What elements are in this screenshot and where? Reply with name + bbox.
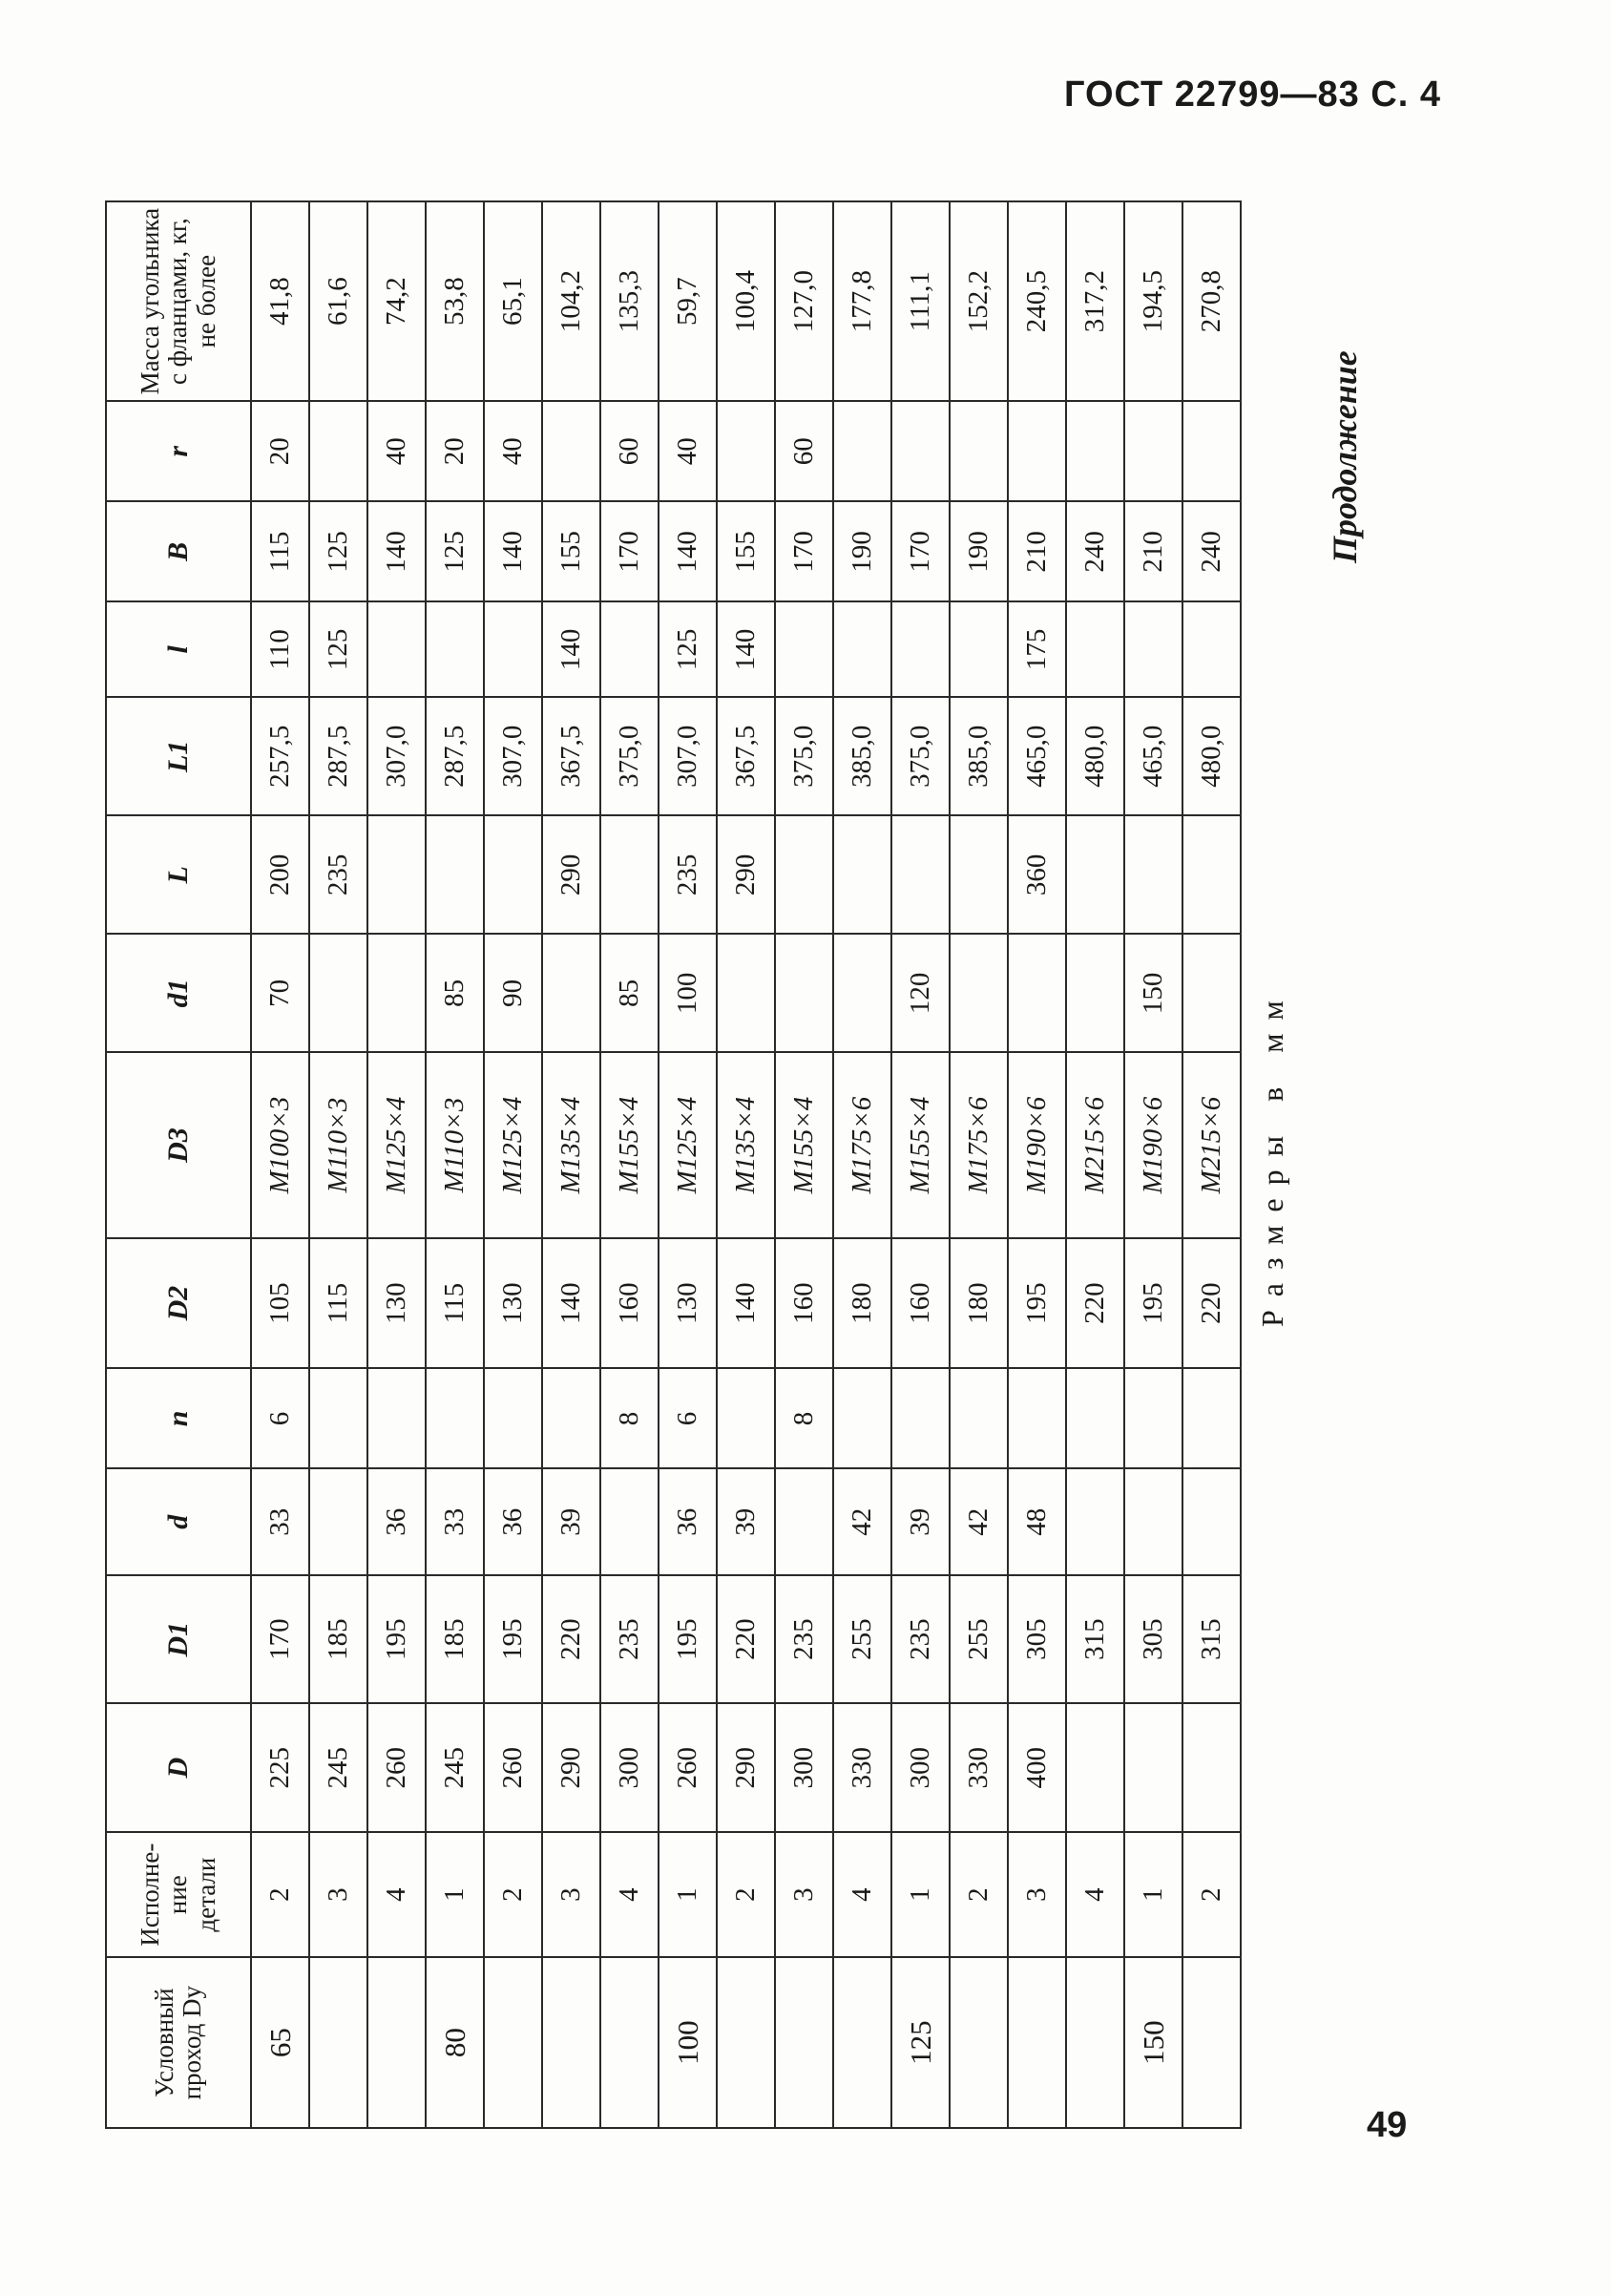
table-row (600, 201, 659, 2128)
document-header: ГОСТ 22799—83 С. 4 (1063, 74, 1441, 115)
cell-d1 (542, 934, 600, 1052)
cell-d1: 85 (600, 934, 659, 1052)
cell-D: 245 (309, 1703, 367, 1832)
cell-r: 40 (367, 401, 426, 501)
cell-l (426, 601, 484, 697)
table-header-row (106, 201, 251, 2128)
cell-L: 290 (717, 815, 775, 934)
cell-dy: 65 (251, 1957, 309, 2128)
cell-d: 48 (1008, 1468, 1066, 1574)
cell-exec: 4 (833, 1832, 891, 1957)
cell-B: 125 (309, 501, 367, 601)
cell-D2: 220 (1066, 1238, 1124, 1369)
cell-d: 39 (542, 1468, 600, 1574)
cell-r (833, 401, 891, 501)
cell-d1 (1066, 934, 1124, 1052)
cell-D2: 115 (309, 1238, 367, 1369)
cell-D2: 130 (659, 1238, 717, 1369)
cell-mass: 104,2 (542, 201, 600, 401)
table-row (1182, 201, 1241, 2128)
col-header-d1: d1 (106, 934, 251, 1052)
cell-exec: 3 (542, 1832, 600, 1957)
cell-D3: M155×4 (891, 1052, 950, 1237)
cell-dy (717, 1957, 775, 2128)
cell-mass: 74,2 (367, 201, 426, 401)
cell-d (1066, 1468, 1124, 1574)
cell-d1 (775, 934, 833, 1052)
rotated-table-block (105, 181, 1441, 2129)
cell-D3: M135×4 (717, 1052, 775, 1237)
col-header-dy: Условный проход Dу (106, 1957, 251, 2128)
cell-dy (542, 1957, 600, 2128)
cell-exec: 4 (600, 1832, 659, 1957)
cell-l: 110 (251, 601, 309, 697)
cell-D1: 315 (1066, 1575, 1124, 1704)
cell-d (775, 1468, 833, 1574)
cell-d1 (1182, 934, 1241, 1052)
cell-L1: 385,0 (833, 697, 891, 815)
cell-B: 125 (426, 501, 484, 601)
cell-n (1182, 1368, 1241, 1468)
cell-L (833, 815, 891, 934)
cell-n: 8 (775, 1368, 833, 1468)
cell-D1: 255 (950, 1575, 1008, 1704)
cell-dy (833, 1957, 891, 2128)
cell-dy: 80 (426, 1957, 484, 2128)
cell-L (367, 815, 426, 934)
continuation-note: Продолжение (1326, 350, 1364, 563)
cell-B: 210 (1124, 501, 1182, 601)
cell-d (1124, 1468, 1182, 1574)
cell-L (426, 815, 484, 934)
cell-r: 40 (484, 401, 542, 501)
cell-L1: 367,5 (717, 697, 775, 815)
cell-L: 235 (659, 815, 717, 934)
col-header-mass: Масса угольника с фланцами, кг, не более (106, 201, 251, 401)
cell-r: 40 (659, 401, 717, 501)
cell-dy (1182, 1957, 1241, 2128)
cell-D3: M110×3 (309, 1052, 367, 1237)
cell-d1 (367, 934, 426, 1052)
cell-D (1124, 1703, 1182, 1832)
cell-r: 20 (426, 401, 484, 501)
cell-d: 39 (891, 1468, 950, 1574)
cell-L1: 375,0 (775, 697, 833, 815)
cell-D: 260 (659, 1703, 717, 1832)
cell-dy: 100 (659, 1957, 717, 2128)
cell-mass: 61,6 (309, 201, 367, 401)
cell-L (950, 815, 1008, 934)
cell-l (833, 601, 891, 697)
cell-r (950, 401, 1008, 501)
cell-d1: 70 (251, 934, 309, 1052)
col-header-D3: D3 (106, 1052, 251, 1237)
cell-L (891, 815, 950, 934)
cell-B: 140 (367, 501, 426, 601)
cell-D: 330 (950, 1703, 1008, 1832)
cell-mass: 65,1 (484, 201, 542, 401)
cell-exec: 2 (950, 1832, 1008, 1957)
col-header-d: d (106, 1468, 251, 1574)
cell-D2: 195 (1008, 1238, 1066, 1369)
cell-D: 300 (891, 1703, 950, 1832)
cell-L1: 307,0 (484, 697, 542, 815)
cell-d: 36 (659, 1468, 717, 1574)
page-number: 49 (1367, 2105, 1408, 2145)
cell-B: 115 (251, 501, 309, 601)
cell-L (1124, 815, 1182, 934)
cell-l (1066, 601, 1124, 697)
cell-D1: 235 (891, 1575, 950, 1704)
cell-n: 8 (600, 1368, 659, 1468)
cell-L: 290 (542, 815, 600, 934)
cell-B: 170 (891, 501, 950, 601)
cell-r: 60 (600, 401, 659, 501)
cell-D1: 315 (1182, 1575, 1241, 1704)
cell-l (1182, 601, 1241, 697)
cell-r (1008, 401, 1066, 501)
cell-r (1124, 401, 1182, 501)
cell-dy (775, 1957, 833, 2128)
cell-L (1182, 815, 1241, 934)
cell-mass: 53,8 (426, 201, 484, 401)
col-header-D1: D1 (106, 1575, 251, 1704)
col-header-l: l (106, 601, 251, 697)
cell-d1 (1008, 934, 1066, 1052)
cell-L1: 375,0 (891, 697, 950, 815)
cell-d: 33 (426, 1468, 484, 1574)
cell-mass: 194,5 (1124, 201, 1182, 401)
cell-D1: 305 (1124, 1575, 1182, 1704)
cell-D: 260 (484, 1703, 542, 1832)
cell-D1: 220 (717, 1575, 775, 1704)
cell-dy: 150 (1124, 1957, 1182, 2128)
cell-L1: 385,0 (950, 697, 1008, 815)
cell-D3: M175×6 (833, 1052, 891, 1237)
cell-mass: 270,8 (1182, 201, 1241, 401)
cell-d1: 90 (484, 934, 542, 1052)
col-header-D2: D2 (106, 1238, 251, 1369)
col-header-n: n (106, 1368, 251, 1468)
table-row (1124, 201, 1182, 2128)
cell-n (309, 1368, 367, 1468)
cell-d: 42 (950, 1468, 1008, 1574)
cell-D1: 235 (600, 1575, 659, 1704)
cell-n: 6 (251, 1368, 309, 1468)
cell-D1: 195 (484, 1575, 542, 1704)
cell-L: 360 (1008, 815, 1066, 934)
cell-d1 (309, 934, 367, 1052)
cell-r: 20 (251, 401, 309, 501)
col-header-r: r (106, 401, 251, 501)
cell-exec: 3 (309, 1832, 367, 1957)
cell-L: 200 (251, 815, 309, 934)
cell-n (367, 1368, 426, 1468)
cell-B: 155 (542, 501, 600, 601)
table-row (1066, 201, 1124, 2128)
cell-D: 290 (542, 1703, 600, 1832)
cell-B: 140 (484, 501, 542, 601)
cell-d1 (950, 934, 1008, 1052)
dimensions-table (105, 200, 1242, 2129)
cell-D3: M190×6 (1008, 1052, 1066, 1237)
cell-exec: 3 (1008, 1832, 1066, 1957)
cell-L (484, 815, 542, 934)
cell-exec: 1 (891, 1832, 950, 1957)
cell-n (484, 1368, 542, 1468)
cell-mass: 100,4 (717, 201, 775, 401)
cell-D2: 180 (950, 1238, 1008, 1369)
cell-D2: 115 (426, 1238, 484, 1369)
cell-L1: 287,5 (309, 697, 367, 815)
cell-D1: 170 (251, 1575, 309, 1704)
table-row (833, 201, 891, 2128)
cell-D (1182, 1703, 1241, 1832)
cell-B: 240 (1182, 501, 1241, 601)
cell-dy (1066, 1957, 1124, 2128)
cell-D2: 140 (717, 1238, 775, 1369)
cell-D2: 160 (891, 1238, 950, 1369)
cell-r (717, 401, 775, 501)
cell-d: 42 (833, 1468, 891, 1574)
cell-d: 39 (717, 1468, 775, 1574)
cell-D: 290 (717, 1703, 775, 1832)
cell-l: 125 (309, 601, 367, 697)
cell-L1: 307,0 (367, 697, 426, 815)
cell-D2: 160 (775, 1238, 833, 1369)
cell-l (891, 601, 950, 697)
cell-D: 225 (251, 1703, 309, 1832)
table-row (775, 201, 833, 2128)
cell-D2: 220 (1182, 1238, 1241, 1369)
cell-D1: 195 (367, 1575, 426, 1704)
table-row (426, 201, 484, 2128)
cell-L1: 287,5 (426, 697, 484, 815)
cell-D2: 130 (367, 1238, 426, 1369)
cell-B: 210 (1008, 501, 1066, 601)
cell-D1: 305 (1008, 1575, 1066, 1704)
cell-D: 260 (367, 1703, 426, 1832)
cell-L1: 257,5 (251, 697, 309, 815)
cell-exec: 2 (1182, 1832, 1241, 1957)
cell-L: 235 (309, 815, 367, 934)
cell-r (1182, 401, 1241, 501)
cell-D1: 195 (659, 1575, 717, 1704)
cell-L1: 375,0 (600, 697, 659, 815)
col-header-B: B (106, 501, 251, 601)
cell-D3: M110×3 (426, 1052, 484, 1237)
table-row (542, 201, 600, 2128)
cell-D3: M155×4 (600, 1052, 659, 1237)
cell-D: 400 (1008, 1703, 1066, 1832)
cell-l (600, 601, 659, 697)
cell-exec: 3 (775, 1832, 833, 1957)
cell-L1: 465,0 (1008, 697, 1066, 815)
units-label: Размеры в мм (1255, 987, 1289, 1327)
cell-n (542, 1368, 600, 1468)
cell-B: 170 (775, 501, 833, 601)
cell-d1: 85 (426, 934, 484, 1052)
cell-D1: 220 (542, 1575, 600, 1704)
cell-l (1124, 601, 1182, 697)
table-row (484, 201, 542, 2128)
cell-mass: 111,1 (891, 201, 950, 401)
cell-D1: 255 (833, 1575, 891, 1704)
cell-n (833, 1368, 891, 1468)
cell-L (775, 815, 833, 934)
cell-exec: 1 (659, 1832, 717, 1957)
cell-r (1066, 401, 1124, 501)
cell-d1: 100 (659, 934, 717, 1052)
cell-D (1066, 1703, 1124, 1832)
cell-D3: M125×4 (367, 1052, 426, 1237)
cell-mass: 127,0 (775, 201, 833, 401)
cell-D: 300 (600, 1703, 659, 1832)
cell-D3: M135×4 (542, 1052, 600, 1237)
cell-mass: 59,7 (659, 201, 717, 401)
cell-dy (600, 1957, 659, 2128)
cell-mass: 177,8 (833, 201, 891, 401)
cell-l (775, 601, 833, 697)
cell-d: 36 (367, 1468, 426, 1574)
cell-l (484, 601, 542, 697)
cell-r (309, 401, 367, 501)
cell-D: 300 (775, 1703, 833, 1832)
cell-D1: 235 (775, 1575, 833, 1704)
table-row (891, 201, 950, 2128)
cell-B: 170 (600, 501, 659, 601)
cell-B: 190 (950, 501, 1008, 601)
table-row (367, 201, 426, 2128)
cell-B: 190 (833, 501, 891, 601)
cell-d: 36 (484, 1468, 542, 1574)
cell-dy (309, 1957, 367, 2128)
cell-L1: 480,0 (1182, 697, 1241, 815)
cell-D3: M155×4 (775, 1052, 833, 1237)
cell-D: 330 (833, 1703, 891, 1832)
cell-n (950, 1368, 1008, 1468)
cell-mass: 135,3 (600, 201, 659, 401)
cell-D2: 130 (484, 1238, 542, 1369)
cell-L (1066, 815, 1124, 934)
cell-mass: 240,5 (1008, 201, 1066, 401)
cell-D: 245 (426, 1703, 484, 1832)
col-header-D: D (106, 1703, 251, 1832)
cell-l (950, 601, 1008, 697)
cell-l: 140 (542, 601, 600, 697)
col-header-L1: L1 (106, 697, 251, 815)
cell-B: 140 (659, 501, 717, 601)
cell-d1: 120 (891, 934, 950, 1052)
cell-dy (484, 1957, 542, 2128)
cell-l (367, 601, 426, 697)
cell-n (717, 1368, 775, 1468)
cell-exec: 4 (367, 1832, 426, 1957)
cell-D2: 180 (833, 1238, 891, 1369)
cell-n (1124, 1368, 1182, 1468)
cell-D3: M175×6 (950, 1052, 1008, 1237)
cell-l: 125 (659, 601, 717, 697)
cell-exec: 1 (426, 1832, 484, 1957)
cell-exec: 4 (1066, 1832, 1124, 1957)
table-row (309, 201, 367, 2128)
col-header-L: L (106, 815, 251, 934)
cell-l: 140 (717, 601, 775, 697)
cell-d: 33 (251, 1468, 309, 1574)
cell-mass: 317,2 (1066, 201, 1124, 401)
cell-mass: 41,8 (251, 201, 309, 401)
cell-L (600, 815, 659, 934)
table-row (950, 201, 1008, 2128)
cell-D2: 105 (251, 1238, 309, 1369)
cell-exec: 2 (251, 1832, 309, 1957)
cell-mass: 152,2 (950, 201, 1008, 401)
table-row (717, 201, 775, 2128)
cell-d1 (833, 934, 891, 1052)
cell-exec: 1 (1124, 1832, 1182, 1957)
cell-d (309, 1468, 367, 1574)
cell-L1: 367,5 (542, 697, 600, 815)
cell-d (600, 1468, 659, 1574)
cell-D2: 140 (542, 1238, 600, 1369)
cell-D3: M100×3 (251, 1052, 309, 1237)
cell-D1: 185 (426, 1575, 484, 1704)
cell-d1 (717, 934, 775, 1052)
cell-exec: 2 (717, 1832, 775, 1957)
cell-L1: 465,0 (1124, 697, 1182, 815)
table-row (251, 201, 309, 2128)
cell-n: 6 (659, 1368, 717, 1468)
cell-exec: 2 (484, 1832, 542, 1957)
cell-l: 175 (1008, 601, 1066, 697)
cell-D3: M215×6 (1182, 1052, 1241, 1237)
cell-D3: M125×4 (659, 1052, 717, 1237)
cell-D2: 195 (1124, 1238, 1182, 1369)
cell-n (891, 1368, 950, 1468)
cell-B: 155 (717, 501, 775, 601)
cell-n (1066, 1368, 1124, 1468)
cell-dy (950, 1957, 1008, 2128)
cell-D1: 185 (309, 1575, 367, 1704)
cell-d (1182, 1468, 1241, 1574)
cell-dy (367, 1957, 426, 2128)
cell-L1: 307,0 (659, 697, 717, 815)
table-row (659, 201, 717, 2128)
cell-D3: M215×6 (1066, 1052, 1124, 1237)
cell-D3: M125×4 (484, 1052, 542, 1237)
cell-r: 60 (775, 401, 833, 501)
cell-r (891, 401, 950, 501)
cell-dy: 125 (891, 1957, 950, 2128)
cell-r (542, 401, 600, 501)
cell-L1: 480,0 (1066, 697, 1124, 815)
cell-n (1008, 1368, 1066, 1468)
col-header-exec: Исполне-ние детали (106, 1832, 251, 1957)
cell-D2: 160 (600, 1238, 659, 1369)
table-row (1008, 201, 1066, 2128)
cell-B: 240 (1066, 501, 1124, 601)
cell-D3: M190×6 (1124, 1052, 1182, 1237)
cell-n (426, 1368, 484, 1468)
cell-dy (1008, 1957, 1066, 2128)
cell-d1: 150 (1124, 934, 1182, 1052)
